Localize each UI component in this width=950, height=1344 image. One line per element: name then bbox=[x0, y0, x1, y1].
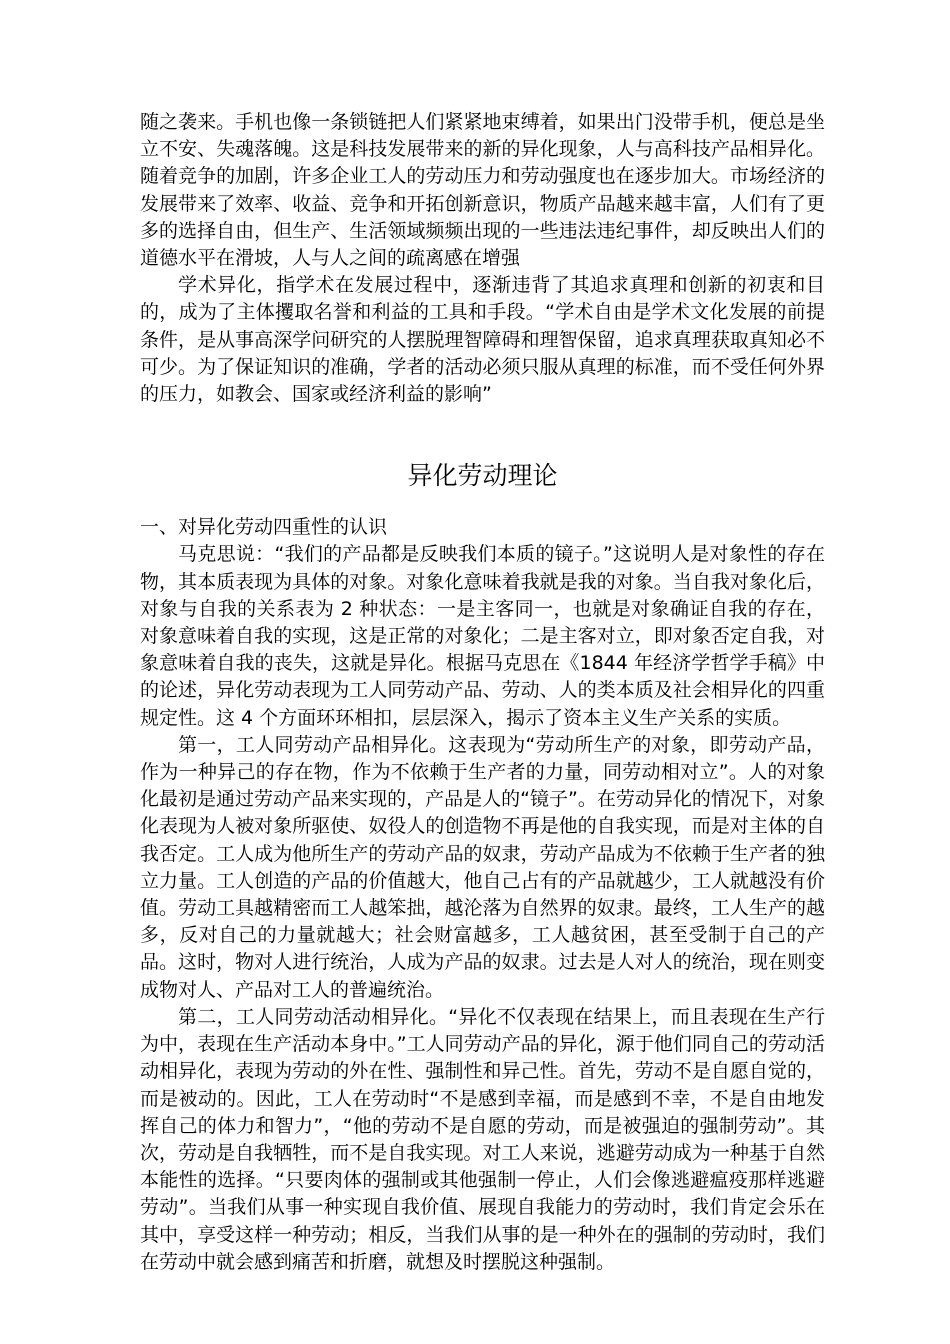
section-title: 异化劳动理论 bbox=[407, 461, 558, 491]
document-page bbox=[140, 109, 825, 1276]
body-paragraph-3: 第二，工人同劳动活动相异化。“异化不仅表现在结果上，而且表现在生产行为中，表现在生产活动本身中。”工人同劳动产品的异化，源于他们同自己的劳动活动相异化，表现为劳动的外在性、强制性和异己性。首先，劳动不是自愿自觉的，而是被动的。因此，工人在劳动时“不是感到幸福，而是感到不幸，不是自由地发挥自己的体力和智力”，“他的劳动不是自愿的劳动，而是被强迫的强制劳动”。其次，劳动是自我牺牲，而不是自我实现。对工人来说，逃避劳动成为一种基于自然本能性的选择。“只要肉体的强制或其他强制一停止，人们会像逃避瘟疫那样逃避劳动”。当我们从事一种实现自我价值、展现自我能力的劳动时，我们肯定会乐在其中，享受这样一种劳动；相反，当我们从事的是一种外在的强制的劳动时，我们在劳动中就会感到痛苦和折磨，就想及时摆脱这种强制。 bbox=[140, 1005, 825, 1273]
intro-paragraph-2: 学术异化，指学术在发展过程中，逐渐违背了其追求真理和创新的初衷和目的，成为了主体攫取名誉和利益的工具和手段。“学术自由是学术文化发展的前提条件，是从事高深学问研究的人摆脱理智障碍和理智保留，追求真理获取真知必不可少。为了保证知识的准确，学者的活动必须只服从真理的标准，而不受任何外界的压力，如教会、国家或经济利益的影响” bbox=[140, 274, 825, 406]
body-paragraph-2: 第一，工人同劳动产品相异化。这表现为“劳动所生产的对象，即劳动产品，作为一种异己的存在物，作为不依赖于生产者的力量，同劳动相对立”。人的对象化最初是通过劳动产品来实现的，产品是人的“镜子”。在劳动异化的情况下，对象化表现为人被对象所驱使、奴役人的创造物不再是他的自我实现，而是对主体的自我否定。工人成为他所生产的劳动产品的奴隶，劳动产品成为不依赖于生产者的独立力量。工人创造的产品的价值越大，他自己占有的产品就越少，工人就越没有价值。劳动工具越精密而工人越笨拙，越沦落为自然界的奴隶。最终，工人生产的越多，反对自己的力量就越大；社会财富越多，工人越贫困，甚至受制于自己的产品。这时，物对人进行统治，人成为产品的奴隶。过去是人对人的统治，现在则变成物对人、产品对工人的普遍统治。 bbox=[140, 733, 825, 1001]
intro-paragraph-1: 随之袭来。手机也像一条锁链把人们紧紧地束缚着，如果出门没带手机，便总是坐立不安、失魂落魄。这是科技发展带来的新的异化现象，人与高科技产品相异化。随着竞争的加剧，许多企业工人的劳动压力和劳动强度也在逐步加大。市场经济的发展带来了效率、收益、竞争和开拓创新意识，物质产品越来越丰富，人们有了更多的选择自由，但生产、生活领域频频出现的一些违法违纪事件，却反映出人们的道德水平在滑坡，人与人之间的疏离感在增强 bbox=[140, 111, 825, 270]
body-paragraph-1: 马克思说：“我们的产品都是反映我们本质的镜子。”这说明人是对象性的存在物，其本质表现为具体的对象。对象化意味着我就是我的对象。当自我对象化后，对象与自我的关系表为 2 种状态：一是主客同一，也就是对象确证自我的存在，对象意味着自我的实现，这是正常的对象化；二是主客对立，即对象否定自我，对象意味着自我的丧失，这就是异化。根据马克思在《1844 年经济学哲学手稿》中的论述，异化劳动表现为工人同劳动产品、劳动、人的类本质及社会相异化的四重规定性。这 4 个方面环环相扣，层层深入，揭示了资本主义生产关系的实质。 bbox=[140, 543, 825, 729]
section-subheading: 一、对异化劳动四重性的认识 bbox=[140, 516, 388, 539]
